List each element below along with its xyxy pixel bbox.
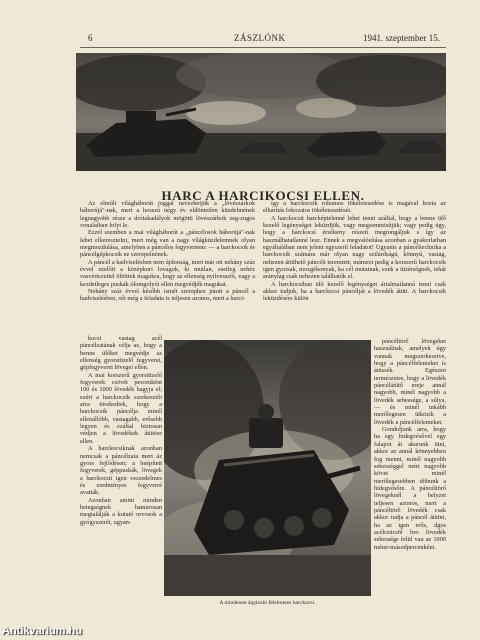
column-left-top xyxy=(80,200,255,333)
article-headline: HARC A HARCIKOCSI ELLEN. xyxy=(161,188,365,203)
paragraph: páncéltörő lövegeket használnak, amelyek úgy vannak megszerkesztve, hogy a páncélfelemeket is átüssék. Egészen természetes, hogy a lövedék páncélátütő ereje annál nagyobb, minél nagyobb a lövedék sebessége, a súlya, — és minél inkább merőlegesen ütközik a lövedék a páncélfelemeket. xyxy=(374,338,446,426)
paragraph: Gondoljunk arra, hogy ha egy hidegvésővel egy falapot át akarunk ütni, akkor az annál könnyebben fog menni, minél nagyobb sebességgel mért nagyobb követ minél merőlegesebben döbunk a hidegvésőre. A páncéltörő lövegeknél a belyzet teljesen azonos, mert a páncéltörő lövedék csak akkor tudja a páncél átütni, ha az igen erős, dgos acélcsücsöl bro lövedék sebessége felül van az 1000 méter-másodpercenként. xyxy=(374,426,446,551)
page-number: 6 xyxy=(88,33,93,43)
battle-illustration xyxy=(76,53,446,171)
header-rule xyxy=(80,47,446,48)
tank-photograph xyxy=(164,340,371,596)
paragraph: Ezzel szemben a mai világháborút a „páncélosok háborújá"-nak lehet elkereszteIni, mert még van a nagy világküzdelemnek olyan megmozdulása, amelyben a páncélos fegyvernem: — a harckocsik és páncélgépkocsik ne szerepelnének. xyxy=(80,229,255,259)
paragraph: Nehány száz évvel később ismét szerephez jutott a páncél a hadviselésben, sőt még a feladata is teljesen azonos, mert a harci- xyxy=(80,288,255,303)
paragraph: A páncél a hadviselésben nem újdonság, mert már ott nehány száz évvel ezelőtt a középkori lovagok, ki mutlan, esetleg nehéz vasvértezettel öltöttek magukra, hogy az ellenség nyilvesszői, vagy a kezdetleges puskák ólomgolyói ellen megvédjék magukat. xyxy=(80,258,255,288)
photo-caption: A mindenen átgázoló félelmetes harckocsi. xyxy=(219,600,316,606)
paragraph: A harckocsiban ülő kezelő legénységet ártalmatlanná tenni csak akkor tudjuk, ha a harckocsi páncélját a lövedék átüti. A harckocsik leküzdésére külön xyxy=(263,280,446,303)
page-header xyxy=(88,32,440,44)
watermark: Antikvarium.hu xyxy=(2,625,83,637)
tank-photograph-drawing xyxy=(164,340,371,596)
paragraph: A harckocsiknak azonban nemcsak a páncélzata mert áz gyors fejlődésen; a beépített fegyverek, géppuskák, lövegek a harckocsit igen veszedelmes és eredményes fegyverré avatták. xyxy=(80,445,162,497)
column-right-narrow xyxy=(374,338,446,618)
paragraph: kocsi vastag acél páncélzatának célja az, hogy a benne ülőket megvédje az ellenség gyorstüzelő fegyverei, gépfegyverei lövegei ellen. xyxy=(80,335,162,372)
paragraph: Azonban amint minden betegségnek hamarosan megtalálják a kutató orvosok a gyógyszerét, ugyan- xyxy=(80,496,162,526)
masthead: ZÁSZLÓNK xyxy=(234,33,286,43)
paragraph: így a harckocsik rohamos tökéletesedése is magával hozta az elhárítás fokozatos tökéletesedését. xyxy=(263,200,446,215)
battle-illustration-drawing xyxy=(76,53,446,171)
paragraph: A harckocsit harcképtelenné lehet tenni azáltal, hogy a benne ülő kezelő legénységet leküzdjük, vagy megsemmisítjük; vagy pedig úgy, hogy a harckocsi érzékeny részeit megrongáljuk s így az használhatatlanné lesz. Ennek a megvalósítása azonban a gyakorlatban egyáltalában nem jelent egyszerű feladatot! Ugyanis a páncéltechnika a harckocsik számára már olyan nagy szilárdságú, könnyű, vastag, nehezen átüthető páncélt teremtett; mámezt pedig a korszerű harckocsik igen gyorsak, mozgékonyak, ka cél mutatnak, ezek a tüzérségnek, tehát aránylag csak nehezen találhatók el. xyxy=(263,214,446,281)
column-left-narrow xyxy=(80,335,162,615)
paragraph: A mai korszerű gyorstüzelő fegyverek csövét percenként 100 és 1000 lövedék hagyja el; ezért a harckocsik szerkesztői arra törekedtek, hogy a harckocsik páncélja minél ellenállóbb, vastagabb, erősebb legyen és ezáltal biztosan védjen a lövedékek átütése ellen. xyxy=(80,371,162,445)
paragraph: Az elmúlt világháborút joggal nevezhetjük a „lövészárkok háborújá"-nak, mert a hosszú négy év eldöntetlen küzdelmének legnagyobb része a drótakadályok mögötti lövészárkok zeg-zugos vonalaiban folyt le. xyxy=(80,200,255,230)
issue-date: 1941. szeptember 15. xyxy=(363,33,440,43)
